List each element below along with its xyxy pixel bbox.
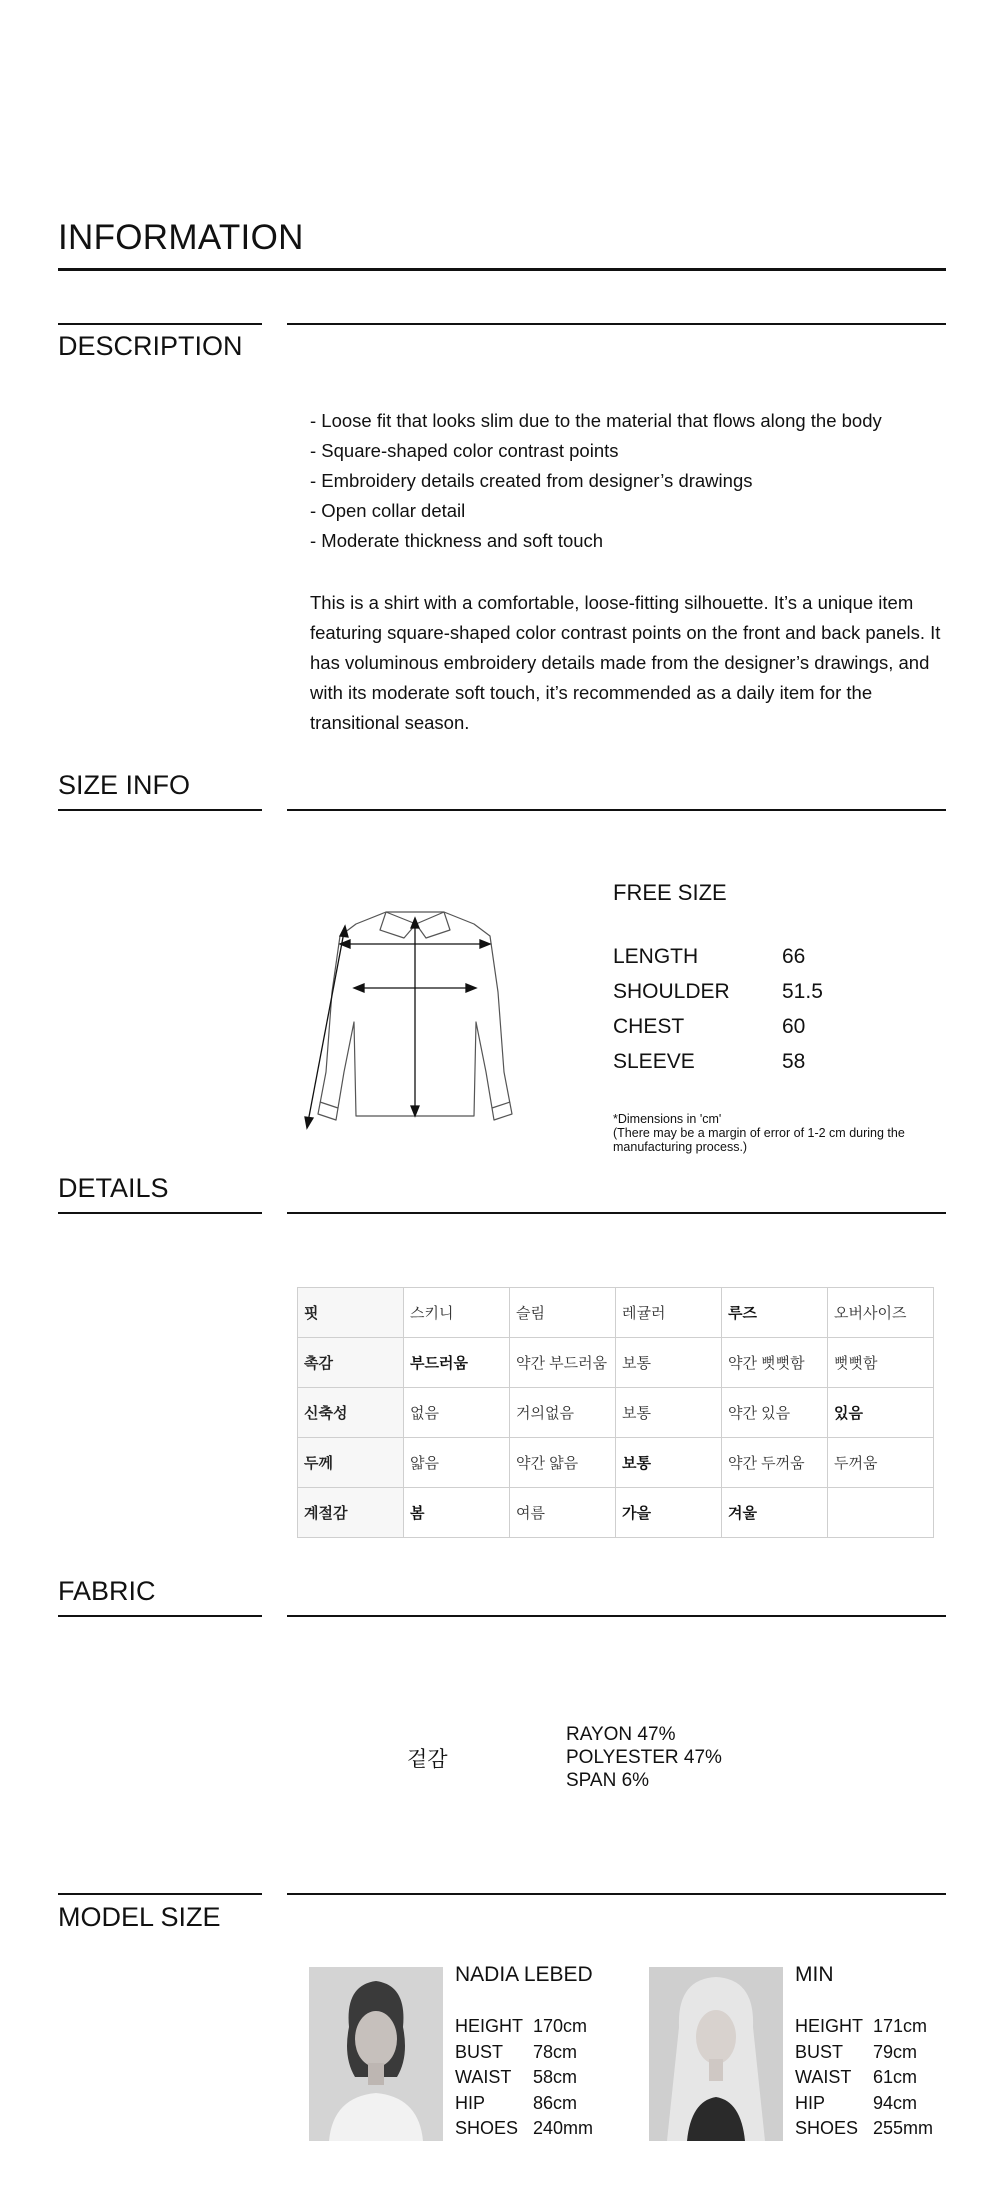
- section-rule-left: [58, 809, 262, 811]
- table-cell: 레귤러: [616, 1288, 722, 1338]
- table-cell: 계절감: [298, 1488, 404, 1538]
- table-cell: 거의없음: [510, 1388, 616, 1438]
- size-value: 60: [782, 1015, 806, 1038]
- size-row-length: [613, 945, 805, 969]
- size-value: 51.5: [782, 980, 823, 1003]
- size-label: CHEST: [613, 1015, 685, 1038]
- table-row: [298, 1288, 934, 1338]
- section-rule-right: [287, 323, 946, 325]
- section-rule-left: [58, 323, 262, 325]
- model-stat-label: HIP: [795, 2092, 826, 2113]
- size-value: 58: [782, 1050, 806, 1073]
- table-cell: 있음: [828, 1388, 934, 1438]
- fabric-line: SPAN 6%: [566, 1770, 650, 1791]
- model-stat-value: 61cm: [873, 2067, 918, 2087]
- model-stats: [795, 2014, 933, 2142]
- model-stat-label: BUST: [795, 2041, 844, 2062]
- table-cell: 신축성: [298, 1388, 404, 1438]
- model-stat-label: WAIST: [795, 2067, 852, 2087]
- table-cell: 약간 얇음: [510, 1438, 616, 1488]
- section-rule-right: [287, 809, 946, 811]
- fabric-composition: [566, 1723, 722, 1792]
- table-cell: 없음: [404, 1388, 510, 1438]
- fabric-key: 겉감: [407, 1748, 448, 1771]
- model-stat-value: 79cm: [873, 2041, 918, 2062]
- fabric-line: POLYESTER 47%: [566, 1747, 722, 1768]
- model-stat-value: 86cm: [533, 2092, 578, 2113]
- table-cell: 보통: [616, 1438, 722, 1488]
- model-photo: [309, 1967, 443, 2141]
- model-stat-value: 255mm: [873, 2118, 934, 2138]
- fabric-line: RAYON 47%: [566, 1724, 676, 1745]
- section-title-model-size: MODEL SIZE: [58, 1902, 221, 1932]
- table-cell: 슬림: [510, 1288, 616, 1338]
- table-cell: 촉감: [298, 1338, 404, 1388]
- table-cell: [828, 1488, 934, 1538]
- description-bullet: - Open collar detail: [310, 500, 466, 521]
- size-value: 66: [782, 945, 806, 968]
- title-divider: [58, 268, 946, 271]
- table-cell: 겨울: [722, 1488, 828, 1538]
- table-row: [298, 1488, 934, 1538]
- table-cell: 스키니: [404, 1288, 510, 1338]
- model-photo: [649, 1967, 783, 2141]
- description-bullet: - Embroidery details created from designer’s drawings: [310, 470, 753, 491]
- table-cell: 두께: [298, 1438, 404, 1488]
- model-photo-image: [309, 1967, 443, 2141]
- section-title-details: DETAILS: [58, 1173, 169, 1203]
- size-label: SLEEVE: [613, 1050, 695, 1073]
- section-rule-right: [287, 1893, 946, 1895]
- model-stat-value: 170cm: [533, 2016, 588, 2036]
- model-stat-label: HEIGHT: [795, 2016, 864, 2036]
- model-name: MIN: [795, 1963, 834, 1986]
- model-stats: [455, 2014, 593, 2142]
- model-stat-label: WAIST: [455, 2067, 512, 2087]
- size-note-line: (There may be a margin of error of 1-2 cm during the manufacturing process.): [613, 1126, 905, 1154]
- model-stat-value: 78cm: [533, 2041, 578, 2062]
- section-rule-left: [58, 1212, 262, 1214]
- table-row: [298, 1388, 934, 1438]
- table-cell: 여름: [510, 1488, 616, 1538]
- size-label: LENGTH: [613, 945, 699, 968]
- section-rule-right: [287, 1212, 946, 1214]
- model-stat-label: HEIGHT: [455, 2016, 524, 2036]
- size-row-sleeve: [613, 1050, 805, 1074]
- model-photo-image: [649, 1967, 783, 2141]
- description-bullet: - Square-shaped color contrast points: [310, 440, 619, 461]
- section-rule-left: [58, 1893, 262, 1895]
- page-title: INFORMATION: [58, 218, 304, 257]
- description-paragraph: This is a shirt with a comfortable, loose-fitting silhouette. It’s a unique item featuring square-shaped color contrast points on the front and back panels. It has voluminous embroidery details made from the designer’s drawings, and with its moderate soft touch, it’s recommended as a daily item for the transitional season.: [310, 592, 941, 733]
- table-row: [298, 1438, 934, 1488]
- table-cell: 부드러움: [404, 1338, 510, 1388]
- section-title-description: DESCRIPTION: [58, 331, 243, 361]
- model-stat-value: 94cm: [873, 2092, 918, 2113]
- section-rule-right: [287, 1615, 946, 1617]
- description-bullets: [310, 406, 882, 556]
- table-row: [298, 1338, 934, 1388]
- model-name: NADIA LEBED: [455, 1963, 593, 1986]
- table-cell: 핏: [298, 1288, 404, 1338]
- size-label: SHOULDER: [613, 980, 730, 1003]
- size-note-line: *Dimensions in 'cm': [613, 1112, 722, 1126]
- details-table: [297, 1287, 934, 1538]
- model-stat-value: 58cm: [533, 2067, 578, 2087]
- table-cell: 약간 뻣뻣함: [722, 1338, 828, 1388]
- table-cell: 루즈: [722, 1288, 828, 1338]
- size-row-chest: [613, 1015, 805, 1039]
- description-bullet: - Moderate thickness and soft touch: [310, 530, 604, 551]
- size-title: FREE SIZE: [613, 880, 727, 905]
- table-cell: 얇음: [404, 1438, 510, 1488]
- model-stat-label: SHOES: [455, 2118, 519, 2138]
- table-cell: 봄: [404, 1488, 510, 1538]
- table-cell: 약간 있음: [722, 1388, 828, 1438]
- table-cell: 가을: [616, 1488, 722, 1538]
- model-stat-value: 171cm: [873, 2016, 928, 2036]
- model-stat-label: SHOES: [795, 2118, 859, 2138]
- section-title-size-info: SIZE INFO: [58, 770, 191, 800]
- table-cell: 보통: [616, 1338, 722, 1388]
- section-title-fabric: FABRIC: [58, 1576, 156, 1606]
- table-cell: 약간 두꺼움: [722, 1438, 828, 1488]
- table-cell: 오버사이즈: [828, 1288, 934, 1338]
- size-row-shoulder: [613, 980, 823, 1004]
- size-note: [613, 1112, 953, 1154]
- description-bullet: - Loose fit that looks slim due to the material that flows along the body: [310, 410, 882, 431]
- table-cell: 보통: [616, 1388, 722, 1438]
- model-stat-label: HIP: [455, 2092, 486, 2113]
- table-cell: 두꺼움: [828, 1438, 934, 1488]
- table-cell: 약간 부드러움: [510, 1338, 616, 1388]
- section-rule-left: [58, 1615, 262, 1617]
- shirt-measurement-diagram: [296, 902, 526, 1134]
- model-stat-value: 240mm: [533, 2118, 594, 2138]
- model-stat-label: BUST: [455, 2041, 504, 2062]
- table-cell: 뻣뻣함: [828, 1338, 934, 1388]
